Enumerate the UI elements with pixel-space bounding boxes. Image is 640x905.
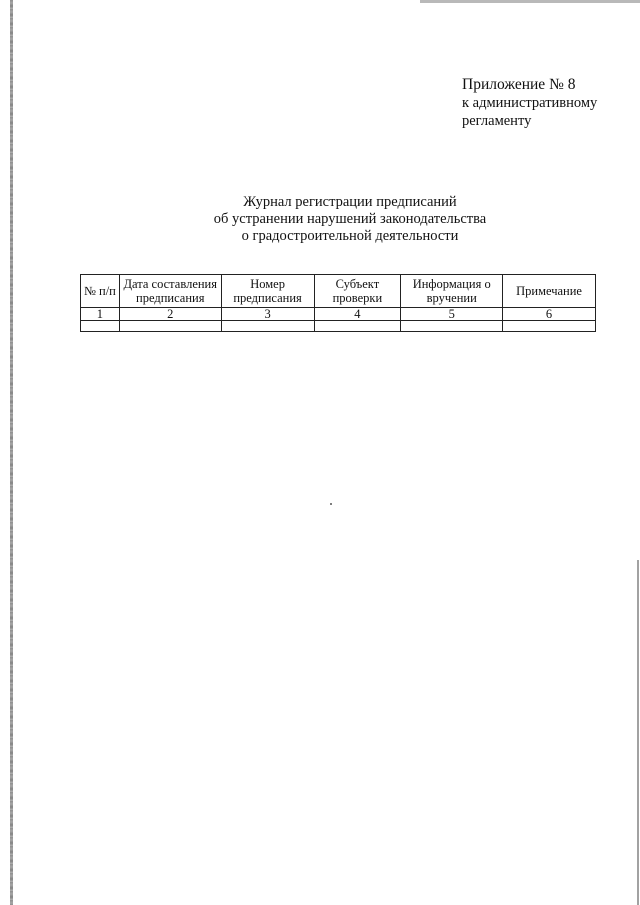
empty-cell bbox=[119, 321, 221, 332]
appendix-line-2: к административному bbox=[462, 95, 598, 111]
title-line-3: о градостроительной деятельности bbox=[241, 228, 459, 244]
scan-left-edge bbox=[10, 0, 13, 905]
column-number-3: 3 bbox=[221, 308, 314, 321]
table-header-row bbox=[81, 275, 596, 308]
header-number: № п/п bbox=[81, 275, 120, 308]
title-line-1: Журнал регистрации предписаний bbox=[243, 194, 457, 210]
appendix-line-1: Приложение № 8 bbox=[462, 76, 576, 93]
scan-speck bbox=[330, 503, 332, 505]
header-delivery-info: Информация о вручении bbox=[401, 275, 503, 308]
column-number-4: 4 bbox=[314, 308, 401, 321]
column-number-1: 1 bbox=[81, 308, 120, 321]
empty-cell bbox=[503, 321, 596, 332]
column-number-5: 5 bbox=[401, 308, 503, 321]
empty-cell bbox=[401, 321, 503, 332]
header-date: Дата составления предписания bbox=[119, 275, 221, 308]
scan-top-edge bbox=[420, 0, 640, 3]
header-note: Примечание bbox=[503, 275, 596, 308]
empty-cell bbox=[221, 321, 314, 332]
empty-cell bbox=[314, 321, 401, 332]
header-subject: Субъект проверки bbox=[314, 275, 401, 308]
journal-table bbox=[80, 274, 596, 332]
appendix-header bbox=[462, 76, 597, 130]
column-number-2: 2 bbox=[119, 308, 221, 321]
appendix-line-3: регламенту bbox=[462, 113, 532, 129]
title-line-2: об устранении нарушений законодательства bbox=[213, 211, 487, 227]
scan-right-edge bbox=[637, 560, 639, 905]
table-row bbox=[81, 308, 596, 321]
document-title bbox=[200, 194, 500, 245]
table-row bbox=[81, 321, 596, 332]
empty-cell bbox=[81, 321, 120, 332]
header-order-number: Номер предписания bbox=[221, 275, 314, 308]
column-number-6: 6 bbox=[503, 308, 596, 321]
